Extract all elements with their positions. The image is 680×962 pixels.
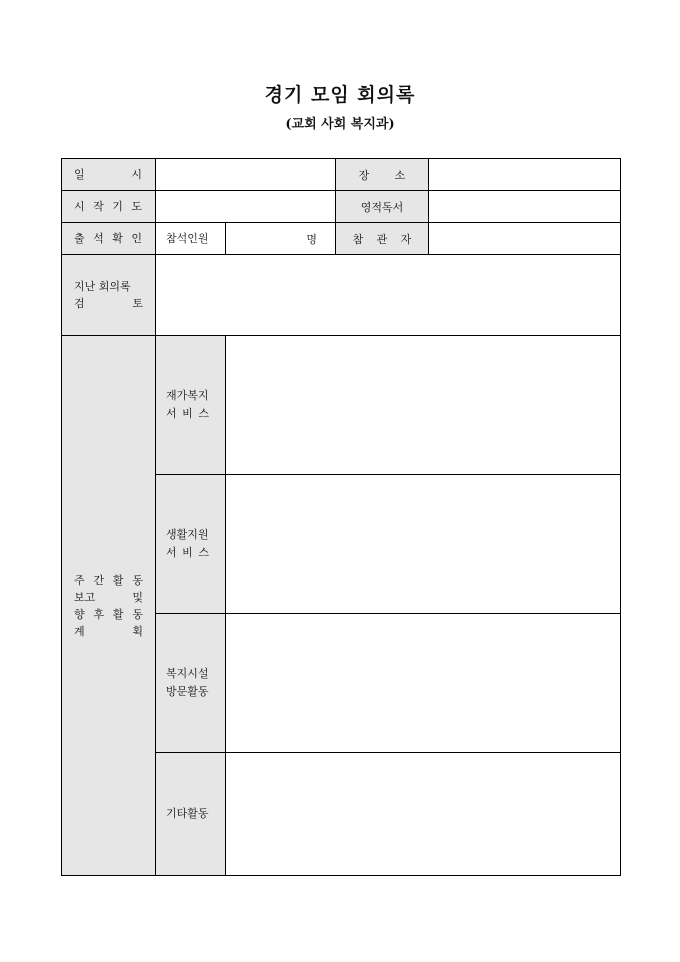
facility-visit-label-line1: 복지시설 [166, 667, 209, 680]
date-time-field[interactable] [156, 159, 336, 191]
life-support-label-char: 스 [198, 546, 209, 559]
opening-prayer-field[interactable] [156, 191, 336, 223]
place-label-char: 장 [358, 168, 370, 182]
weekly-report-label-char: 동 [132, 607, 143, 621]
observer-label-char: 참 [352, 232, 364, 246]
home-welfare-label-line1: 재가복지 [166, 389, 209, 402]
home-welfare-label-char: 스 [198, 407, 209, 420]
weekly-report-label-char: 보고 [74, 590, 96, 604]
opening-prayer-label-char: 기 [112, 200, 123, 213]
last-minutes-review-value [156, 289, 166, 302]
other-activity-value [226, 808, 236, 821]
life-support-label-char: 비 [182, 546, 193, 559]
other-activity-field[interactable] [226, 753, 621, 876]
home-welfare-value [226, 399, 236, 412]
minutes-form-table [61, 158, 621, 876]
other-activity-label: 기타활동 [166, 807, 209, 820]
weekly-report-label-char: 후 [93, 607, 105, 621]
weekly-report-label-cell [62, 336, 156, 876]
scripture-reading-value [429, 200, 439, 213]
last-minutes-review-field[interactable] [156, 255, 621, 336]
scripture-reading-field[interactable] [429, 191, 621, 223]
home-welfare-label-cell [156, 336, 226, 475]
date-time-label-cell [62, 159, 156, 191]
observer-label-char: 자 [400, 232, 412, 246]
observer-label-char: 관 [376, 232, 388, 246]
attendance-label-char: 확 [112, 232, 123, 245]
attendance-label-char: 인 [131, 232, 142, 245]
weekly-report-label-char: 활 [112, 573, 124, 587]
opening-prayer-label-cell [62, 191, 156, 223]
last-minutes-review-label-char: 검 [74, 297, 85, 310]
weekly-report-label-char: 동 [132, 573, 143, 587]
place-label-cell [336, 159, 429, 191]
page-subtitle: (교회 사회 복지과) [285, 117, 395, 132]
scripture-reading-label: 영적독서 [360, 200, 404, 214]
page-title: 경기 모임 회의록 [264, 84, 416, 106]
facility-visit-value [226, 677, 236, 690]
weekly-report-label-char: 향 [74, 607, 85, 621]
facility-visit-label-cell [156, 614, 226, 753]
opening-prayer-label-char: 작 [93, 200, 104, 213]
observer-value [429, 232, 439, 245]
home-welfare-field[interactable] [226, 336, 621, 475]
place-value [429, 168, 439, 181]
last-minutes-review-label-cell [62, 255, 156, 336]
weekly-report-label-char: 및 [132, 590, 143, 604]
life-support-value [226, 538, 236, 551]
place-field[interactable] [429, 159, 621, 191]
date-time-label-char: 시 [131, 168, 142, 181]
life-support-field[interactable] [226, 475, 621, 614]
home-welfare-label-char: 서 [166, 407, 177, 420]
attendees-count-field[interactable] [226, 223, 336, 255]
weekly-report-label-char: 주 [74, 573, 85, 587]
attendance-label-cell [62, 223, 156, 255]
opening-prayer-label-char: 시 [74, 200, 85, 213]
last-minutes-review-label-line1: 지난 회의록 [74, 280, 131, 293]
opening-prayer-value [156, 200, 166, 213]
life-support-label-char: 서 [166, 546, 177, 559]
date-time-label-char: 일 [74, 168, 85, 181]
attendees-count-label: 참석인원 [166, 232, 209, 245]
last-minutes-review-label-char: 토 [132, 297, 143, 310]
life-support-label-cell [156, 475, 226, 614]
persons-unit: 명 [306, 232, 317, 246]
observer-field[interactable] [429, 223, 621, 255]
other-activity-label-cell [156, 753, 226, 876]
weekly-report-label-char: 활 [112, 607, 124, 621]
opening-prayer-label-char: 도 [131, 200, 142, 213]
life-support-label-line1: 생활지원 [166, 528, 209, 541]
weekly-report-label-char: 계 [74, 624, 85, 638]
scripture-reading-label-cell [336, 191, 429, 223]
weekly-report-label-char: 획 [132, 624, 143, 638]
observer-label-cell [336, 223, 429, 255]
facility-visit-label-line2: 방문활동 [166, 685, 209, 698]
weekly-report-label-char: 간 [93, 573, 105, 587]
attendance-label-char: 출 [74, 232, 85, 245]
date-time-value [156, 168, 166, 181]
facility-visit-field[interactable] [226, 614, 621, 753]
attendance-label-char: 석 [93, 232, 104, 245]
attendees-count-label-cell [156, 223, 226, 255]
place-label-char: 소 [394, 168, 406, 182]
home-welfare-label-char: 비 [182, 407, 193, 420]
